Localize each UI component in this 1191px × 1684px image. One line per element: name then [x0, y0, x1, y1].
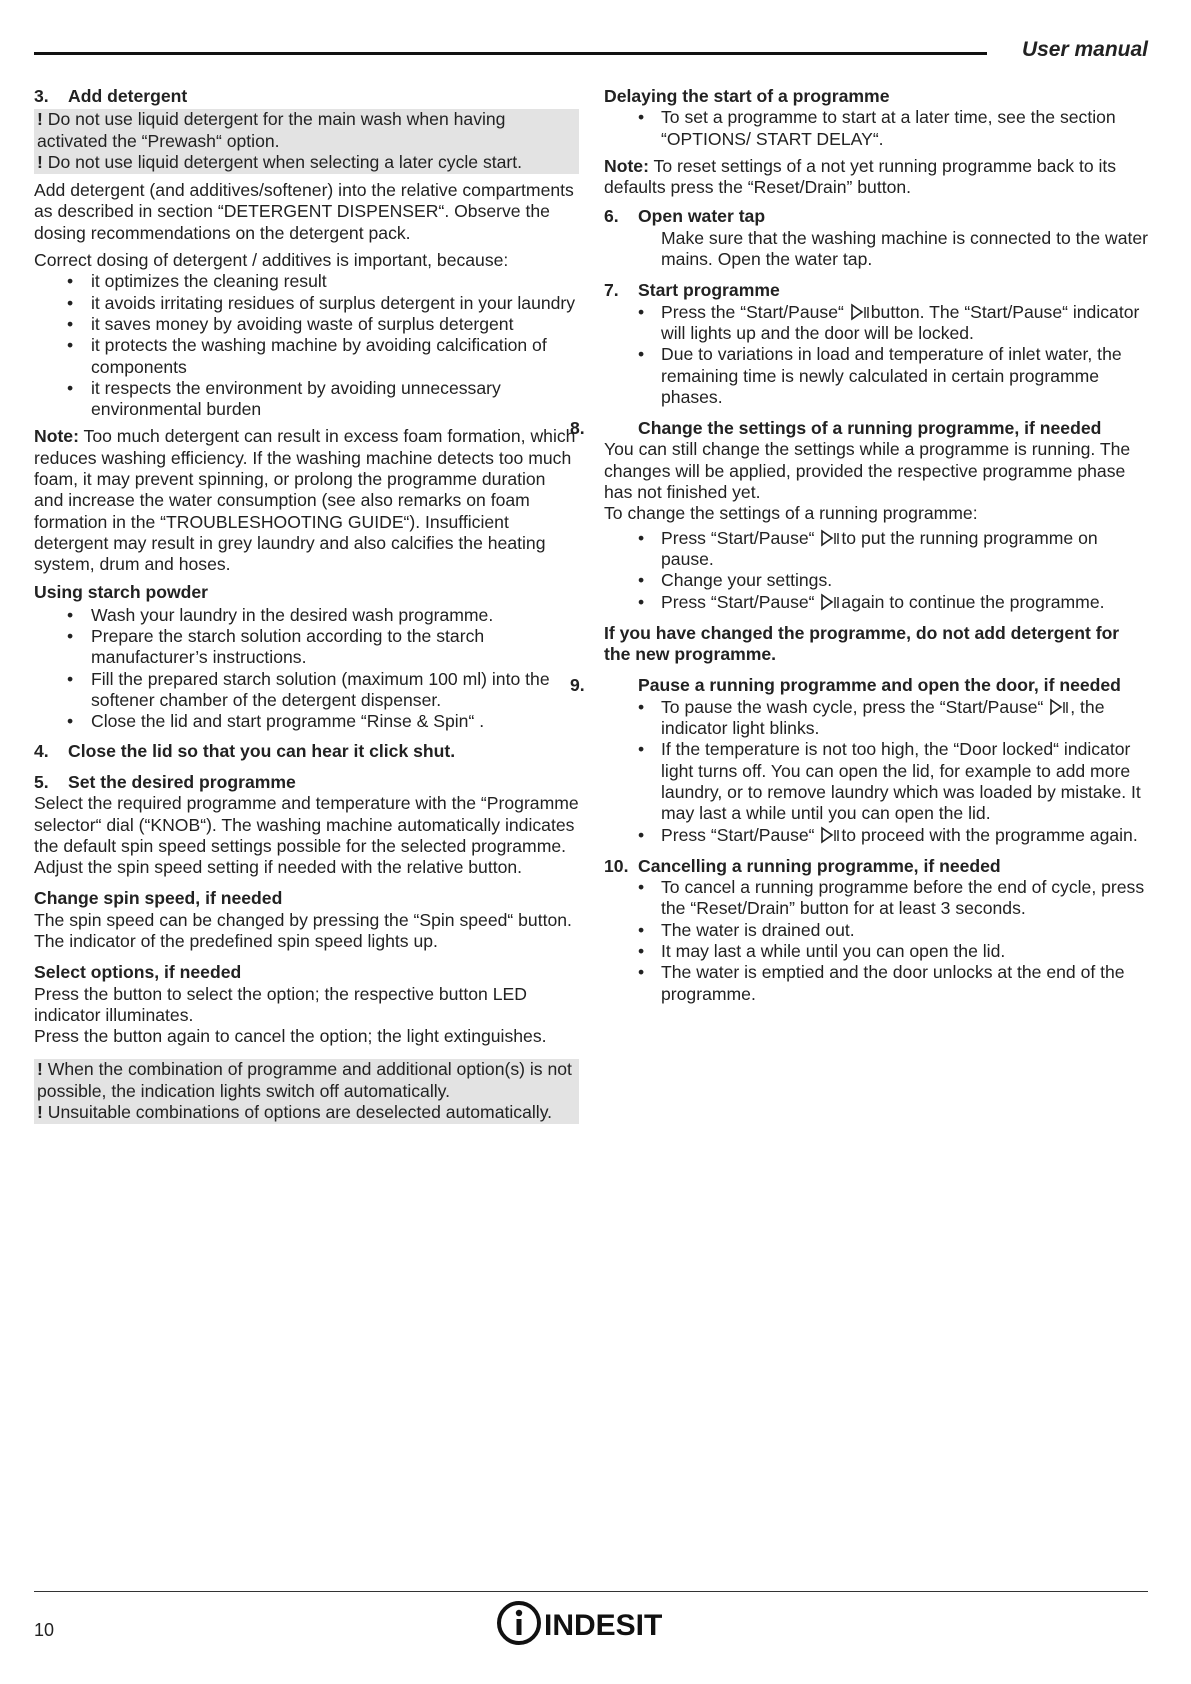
spin-heading: Change spin speed, if needed	[34, 888, 283, 909]
reset-note: Note: To reset settings of a not yet running programme back to its defaults press the “Reset/Drain” button.	[604, 155, 1117, 198]
list-item: • Wash your laundry in the desired wash programme.	[34, 605, 579, 626]
list-item: • Close the lid and start programme “Rinse & Spin“ .	[34, 711, 579, 732]
list-item: • Change your settings.	[604, 570, 1149, 591]
section-9-heading: 9. Pause a running programme and open the door, if needed	[570, 675, 1121, 696]
delay-heading: Delaying the start of a programme	[604, 86, 890, 106]
list-item: • Fill the prepared starch solution (maximum 100 ml) into the softener chamber of the detergent dispenser.	[34, 669, 579, 712]
start-pause-icon	[820, 826, 840, 844]
warning-line: ! Do not use liquid detergent for the main wash when having activated the “Prewash“ option.	[37, 109, 506, 151]
indesit-logo	[496, 1600, 682, 1646]
list-item: • Press the “Start/Pause“ button. The “Start/Pause“ indicator will lights up and the door will be locked.	[604, 302, 1149, 345]
list-item: • The water is emptied and the door unlocks at the end of the programme.	[604, 962, 1149, 1005]
warning-icon: !	[37, 1059, 43, 1080]
section-6-text: Make sure that the washing machine is connected to the water mains. Open the water tap.	[661, 227, 1149, 270]
section-8-text-1: You can still change the settings while a programme is running. The changes will be applied, provided the respective programme phase has not finished yet.	[604, 439, 1131, 503]
list-item: • it respects the environment by avoiding unnecessary environmental burden	[34, 378, 579, 421]
options-text-1: Press the button to select the option; the respective button LED indicator illuminates.	[34, 983, 527, 1025]
start-list	[604, 302, 1149, 408]
section-10-heading: 10. Cancelling a running programme, if needed	[604, 855, 1001, 876]
warning-icon: !	[37, 1102, 43, 1123]
warning-line: ! Unsuitable combinations of options are deselected automatically.	[37, 1102, 553, 1123]
logo-wordmark: INDESIT	[544, 1609, 663, 1642]
list-item: • The water is drained out.	[604, 920, 1149, 941]
list-item: • it saves money by avoiding waste of surplus detergent	[34, 314, 579, 335]
changed-programme-warning: If you have changed the programme, do not add detergent for the new programme.	[604, 622, 1120, 665]
list-item: • Due to variations in load and temperature of inlet water, the remaining time is newly calculated in certain programme phases.	[604, 344, 1149, 408]
list-item: • it protects the washing machine by avoiding calcification of components	[34, 335, 579, 378]
section-3-heading: 3. Add detergent	[34, 86, 188, 106]
list-item: • it optimizes the cleaning result	[34, 271, 579, 292]
cancel-list	[604, 877, 1149, 1005]
warning-line: ! When the combination of programme and additional option(s) is not possible, the indication lights switch off automatically.	[37, 1059, 572, 1101]
page-number: 10	[34, 1620, 55, 1640]
section-8-heading: 8. Change the settings of a running programme, if needed	[570, 418, 1102, 439]
delay-list	[604, 107, 1149, 150]
options-heading: Select options, if needed	[34, 962, 242, 983]
warning-icon: !	[37, 109, 43, 130]
warning-box-detergent	[34, 109, 579, 174]
starch-heading: Using starch powder	[34, 581, 209, 602]
section-5-heading: 5. Set the desired programme	[34, 771, 296, 792]
list-item: • To set a programme to start at a later time, see the section “OPTIONS/ START DELAY“.	[604, 107, 1149, 150]
warning-box-options	[34, 1059, 579, 1124]
paragraph-correct-dosing: Correct dosing of detergent / additives is important, because:	[34, 250, 509, 271]
start-pause-icon	[820, 593, 840, 611]
change-settings-list	[604, 528, 1149, 613]
start-pause-icon	[850, 303, 870, 321]
warning-line: ! Do not use liquid detergent when selecting a later cycle start.	[37, 151, 523, 172]
list-item: • Prepare the starch solution according to the starch manufacturer’s instructions.	[34, 626, 579, 669]
list-item: • it avoids irritating residues of surplus detergent in your laundry	[34, 293, 579, 314]
list-item: • Press “Start/Pause“ to proceed with the programme again.	[604, 825, 1149, 846]
warning-icon: !	[37, 151, 43, 172]
dosing-list	[34, 271, 579, 420]
start-pause-icon	[1049, 698, 1069, 716]
list-item: • If the temperature is not too high, the “Door locked“ indicator light turns off. You can open the lid, for example to add more laundry, or to remove laundry which was loaded by mistake. It may last a while until you can open the lid.	[604, 739, 1149, 824]
list-item: • Press “Start/Pause“ to put the running programme on pause.	[604, 528, 1149, 571]
spin-text: The spin speed can be changed by pressing the “Spin speed“ button. The indicator of the predefined spin speed lights up.	[34, 909, 572, 951]
section-8-text-2: To change the settings of a running programme:	[604, 503, 978, 524]
left-column	[34, 86, 579, 1130]
options-text-2: Press the button again to cancel the option; the light extinguishes.	[34, 1026, 547, 1047]
pause-list	[604, 697, 1149, 846]
right-column	[570, 86, 1149, 1011]
header-title: User manual	[1021, 38, 1148, 61]
header-rule	[34, 52, 987, 55]
list-item: • To pause the wash cycle, press the “Start/Pause“ , the indicator light blinks.	[604, 697, 1149, 740]
footer-rule	[34, 1591, 1148, 1592]
start-pause-icon	[820, 529, 840, 547]
section-6-heading: 6. Open water tap	[604, 206, 766, 227]
section-5-text: Select the required programme and temperature with the “Programme selector“ dial (“KNOB“). The washing machine automatically indicates the default spin speed settings possible for the selected programme. Adjust the spin speed setting if needed with the relative button.	[34, 793, 579, 878]
section-7-heading: 7. Start programme	[604, 280, 780, 301]
starch-list	[34, 605, 579, 733]
list-item: • To cancel a running programme before the end of cycle, press the “Reset/Drain” button for at least 3 seconds.	[604, 877, 1149, 920]
note-paragraph: Note: Too much detergent can result in excess foam formation, which reduces washing efficiency. If the washing machine detects too much foam, it may prevent spinning, or prolong the programme duration and increase the water consumption (see also remarks on foam formation in the “TROUBLESHOOTING GUIDE“). Insufficient detergent may result in grey laundry and also calcifies the heating system, drum and hoses.	[34, 426, 576, 575]
list-item: • It may last a while until you can open the lid.	[604, 941, 1149, 962]
paragraph-add-detergent: Add detergent (and additives/softener) into the relative compartments as described in section “DETERGENT DISPENSER“. Observe the dosing recommendations on the detergent pack.	[34, 180, 574, 243]
list-item: • Press “Start/Pause“ again to continue the programme.	[604, 592, 1149, 613]
section-4-heading: 4. Close the lid so that you can hear it click shut.	[34, 740, 456, 761]
